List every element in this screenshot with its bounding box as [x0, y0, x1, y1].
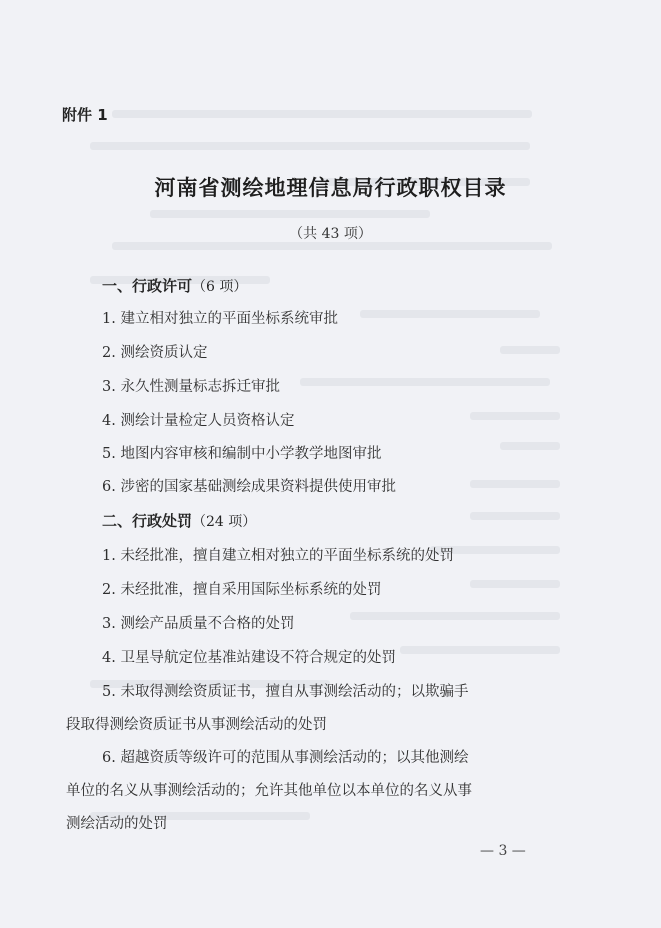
attachment-label: 附件 1	[62, 106, 108, 124]
list-item: 1. 未经批准，擅自建立相对独立的平面坐标系统的处罚	[102, 548, 454, 564]
list-item: 4. 卫星导航定位基准站建设不符合规定的处罚	[102, 650, 396, 666]
list-item-line: 测绘活动的处罚	[66, 816, 168, 832]
section-heading-text: 二、行政处罚	[102, 512, 193, 530]
list-item: 3. 永久性测量标志拆迁审批	[102, 379, 280, 395]
list-item: 3. 测绘产品质量不合格的处罚	[102, 616, 295, 632]
list-item-line: 6. 超越资质等级许可的范围从事测绘活动的；以其他测绘	[102, 750, 469, 766]
page-number: — 3 —	[480, 843, 526, 859]
section-count: （6 项）	[192, 279, 248, 295]
section-count: （24 项）	[192, 514, 257, 530]
list-item: 6. 涉密的国家基础测绘成果资料提供使用审批	[102, 479, 396, 495]
list-item: 1. 建立相对独立的平面坐标系统审批	[102, 311, 338, 327]
list-item: 4. 测绘计量检定人员资格认定	[102, 413, 295, 429]
list-item: 5. 地图内容审核和编制中小学教学地图审批	[102, 446, 382, 462]
list-item-line: 段取得测绘资质证书从事测绘活动的处罚	[66, 717, 327, 733]
total-count: （共 43 项）	[289, 226, 372, 242]
section-heading-administrative-licensing	[102, 275, 247, 296]
section-heading-administrative-penalty	[102, 510, 256, 531]
document-title: 河南省测绘地理信息局行政职权目录	[154, 175, 507, 200]
list-item-line: 5. 未取得测绘资质证书，擅自从事测绘活动的；以欺骗手	[102, 684, 469, 700]
list-item: 2. 测绘资质认定	[102, 345, 208, 361]
list-item-line: 单位的名义从事测绘活动的；允许其他单位以本单位的名义从事	[66, 783, 472, 799]
list-item: 2. 未经批准，擅自采用国际坐标系统的处罚	[102, 582, 382, 598]
section-heading-text: 一、行政许可	[102, 277, 193, 295]
